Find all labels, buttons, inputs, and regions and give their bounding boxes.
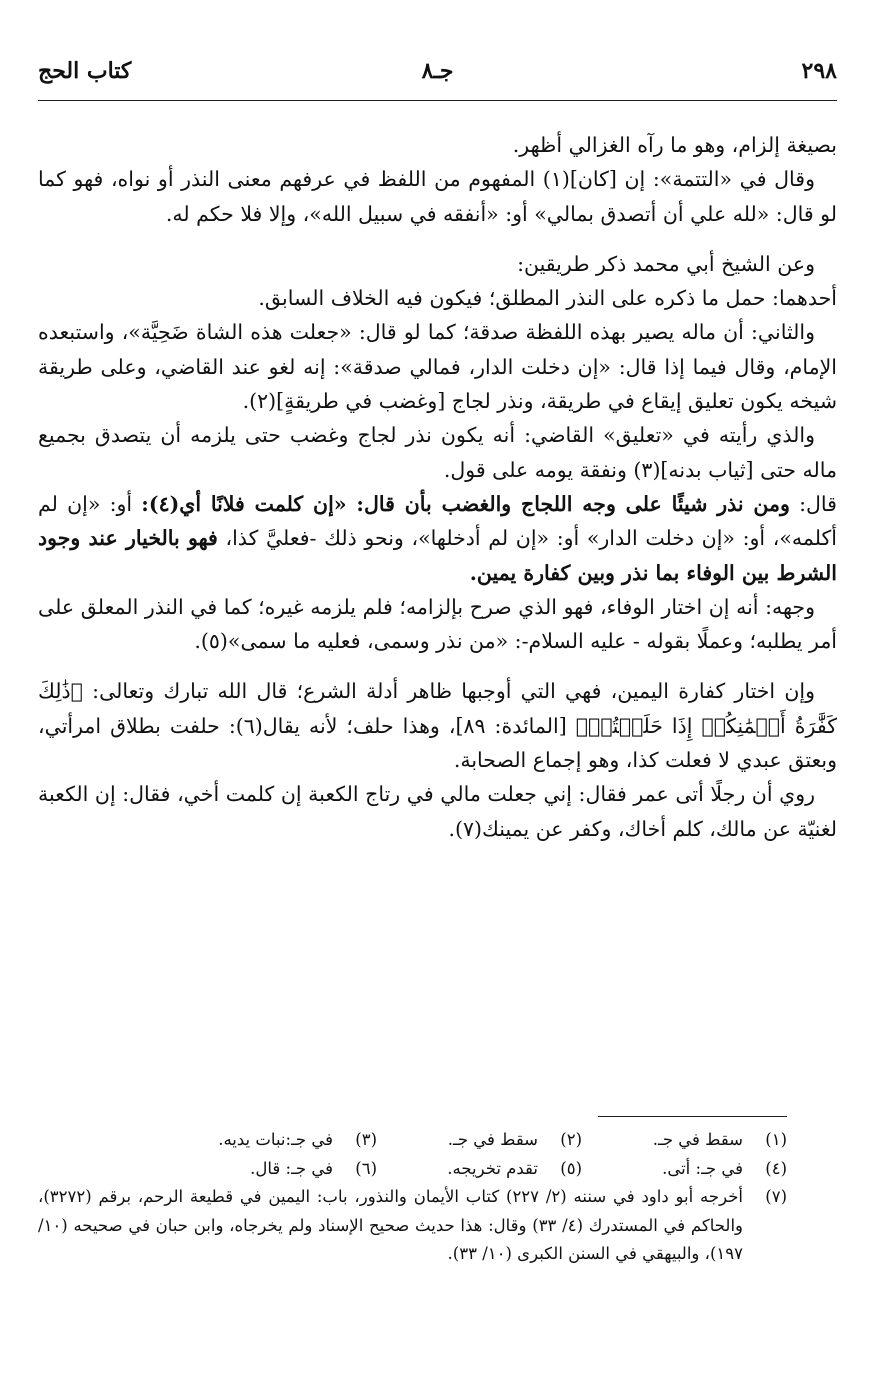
footnote-number: (٤)	[765, 1158, 787, 1178]
footnote	[582, 1126, 787, 1155]
paragraph: والثاني: أن ماله يصير بهذه اللفظة صدقة؛ كما لو قال: «جعلت هذه الشاة ضَحِيَّة»، واستبعده الإمام، وقال فيما إذا قال: «إن دخلت الدار، فمالي صدقة»: إنه لغو عند القاضي، وعلى طريقة شيخه يكون تعليق إيقاع في طريقة، ونذر لجاج [وغضب في طريقةٍ](٢).	[38, 320, 837, 414]
footnote	[582, 1155, 787, 1184]
paragraph: وإن اختار كفارة اليمين، فهي التي أوجبها ظاهر أدلة الشرع؛ قال الله تبارك وتعالى: ﴿ذَٰلِكَ كَفَّٰرَةُ أَيۡمَٰنِكُمۡ إِذَا حَلَفۡتُمۡ﴾ [المائدة: ٨٩]، وهذا حلف؛ لأنه يقال(٦): حلفت بطلاق امرأتي، وبعتق عبدي لا فعلت كذا، وهو إجماع الصحابة.	[38, 679, 837, 773]
matn-bold-text: ومن نذر شيئًا على وجه اللجاج والغضب بأن قال: «إن كلمت فلانًا أي(٤):	[141, 491, 790, 516]
footnote-text: في جـ:نبات يديه.	[218, 1130, 333, 1149]
paragraph: أحدهما: حمل ما ذكره على النذر المطلق؛ فيكون فيه الخلاف السابق.	[258, 286, 837, 311]
page-number: ٢٩٨	[801, 58, 837, 84]
footnote-text: في جـ: أتى.	[662, 1158, 743, 1178]
paragraph: بصيغة إلزام، وهو ما رآه الغزالي أظهر.	[512, 133, 837, 157]
footnote-number: (١)	[765, 1130, 787, 1149]
footnote	[377, 1126, 582, 1155]
paragraph: والذي رأيته في «تعليق» القاضي: أنه يكون نذر لجاج وغضب حتى يلزمه أن يتصدق بجميع ماله حتى [ثياب بدنه](٣) ونفقة يومه على قول.	[38, 423, 837, 482]
footnote-separator	[598, 1116, 787, 1117]
page-header	[38, 58, 837, 94]
footnote	[377, 1155, 582, 1184]
footnote-text: سقط في جـ.	[447, 1130, 538, 1149]
footnote-number: (٥)	[560, 1158, 582, 1178]
footnote-text: سقط في جـ.	[652, 1130, 743, 1149]
footnote-number: (٧)	[765, 1187, 787, 1206]
footnote-long	[38, 1183, 787, 1269]
book-title: كتاب الحج	[38, 58, 132, 84]
footnote-text: في جـ: قال.	[250, 1158, 333, 1178]
matn-prefix: قال:	[799, 491, 837, 516]
matn-paragraph	[38, 487, 837, 590]
footnotes	[38, 1126, 787, 1269]
footnote-text: تقدم تخريجه.	[447, 1158, 538, 1178]
footnote	[172, 1126, 377, 1155]
main-text	[38, 128, 837, 846]
footnote-row	[38, 1126, 787, 1155]
paragraph: وجهه: أنه إن اختار الوفاء، فهو الذي صرح بإلزامه؛ فلم يلزمه غيره؛ كما في النذر المعلق على أمر يطلبه؛ وعملًا بقوله - عليه السلام-: «من نذر وسمى، فعليه ما سمى»(٥).	[38, 594, 837, 654]
paragraph: روي أن رجلًا أتى عمر فقال: إني جعلت مالي في رتاج الكعبة إن كلمت أخي، فقال: إن الكعبة لغنيّة عن مالك، كلم أخاك، وكفر عن يمينك(٧).	[38, 782, 837, 841]
paragraph: وقال في «التتمة»: إن [كان](١) المفهوم من اللفظ في عرفهم معنى النذر أو نواه، فهو كما لو قال: «لله علي أن أتصدق بمالي» أو: «أنفقه في سبيل الله»، وإلا فلا حكم له.	[38, 167, 837, 226]
matn-bold-text: فهو بالخيار عند وجود الشرط بين الوفاء بما نذر وبين كفارة يمين.	[38, 526, 837, 585]
footnote-number: (٦)	[355, 1158, 377, 1178]
footnote-number: (٣)	[355, 1130, 377, 1149]
volume-label: جـ٨	[421, 58, 454, 84]
paragraph: وعن الشيخ أبي محمد ذكر طريقين:	[517, 251, 815, 276]
footnote-number: (٢)	[560, 1130, 582, 1149]
footnote-text: أخرجه أبو داود في سننه (٢/ ٢٢٧) كتاب الأيمان والنذور، باب: اليمين في قطيعة الرحم، برقم (٣٢٧٢)، والحاكم في المستدرك (٤/ ٣٣) وقال: هذا حديث صحيح الإسناد ولم يخرجاه، وابن حبان في صحيحه (١٠/ ١٩٧)، والبيهقي في السنن الكبرى (١٠/ ٣٣).	[38, 1187, 744, 1263]
matn-text: أو: «إن لم أكلمه»، أو: «إن دخلت الدار» أو: «إن لم أدخلها»، ونحو ذلك -فعليَّ كذا،	[38, 491, 837, 551]
header-rule	[38, 100, 837, 101]
footnote	[172, 1155, 377, 1184]
footnote-row	[38, 1155, 787, 1184]
